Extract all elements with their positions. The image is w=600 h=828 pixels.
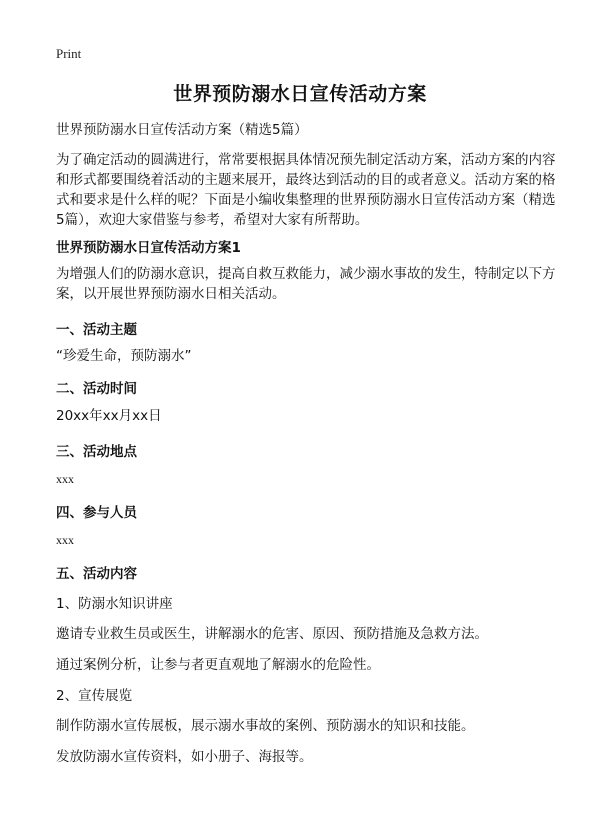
people-text: xxx — [56, 533, 74, 547]
content-item-2: 2、宣传展览 — [56, 688, 133, 704]
intro-paragraph: 为了确定活动的圆满进行，常常要根据具体情况预先制定活动方案，活动方案的内容和形式都要围绕着活动的主题来展开，最终达到活动的目的或者意义。活动方案的格式和要求是什么样的呢？下面是小编收集整理的世界预防溺水日宣传活动方案（精选5篇），欢迎大家借鉴与参考，希望对大家有所帮助。 — [56, 152, 556, 228]
print-label: Print — [56, 46, 82, 61]
subtitle: 世界预防溺水日宣传活动方案（精选5篇） — [56, 122, 308, 138]
time-text: 20xx年xx月xx日 — [56, 408, 162, 424]
place-text: xxx — [56, 472, 74, 486]
content-item-2-desc: 制作防溺水宣传展板，展示溺水事故的案例、预防溺水的知识和技能。 — [56, 718, 475, 734]
heading-place: 三、活动地点 — [56, 444, 137, 460]
section-1-intro: 为增强人们的防溺水意识，提高自救互救能力，减少溺水事故的发生，特制定以下方案，以开展世界预防溺水日相关活动。 — [56, 266, 556, 302]
content-item-1: 1、防溺水知识讲座 — [56, 596, 173, 612]
content-item-1-desc-2: 通过案例分析，让参与者更直观地了解溺水的危险性。 — [56, 657, 380, 673]
content-item-2-desc-2: 发放防溺水宣传资料，如小册子、海报等。 — [56, 749, 313, 765]
heading-people: 四、参与人员 — [56, 505, 137, 521]
heading-content: 五、活动内容 — [56, 566, 137, 582]
document-title: 世界预防溺水日宣传活动方案 — [173, 83, 427, 105]
heading-theme: 一、活动主题 — [56, 322, 137, 338]
theme-text: “珍爱生命，预防溺水” — [56, 348, 192, 364]
section-1-title: 世界预防溺水日宣传活动方案1 — [56, 240, 241, 256]
heading-time: 二、活动时间 — [56, 381, 137, 397]
content-item-1-desc: 邀请专业救生员或医生，讲解溺水的危害、原因、预防措施及急救方法。 — [56, 626, 488, 642]
